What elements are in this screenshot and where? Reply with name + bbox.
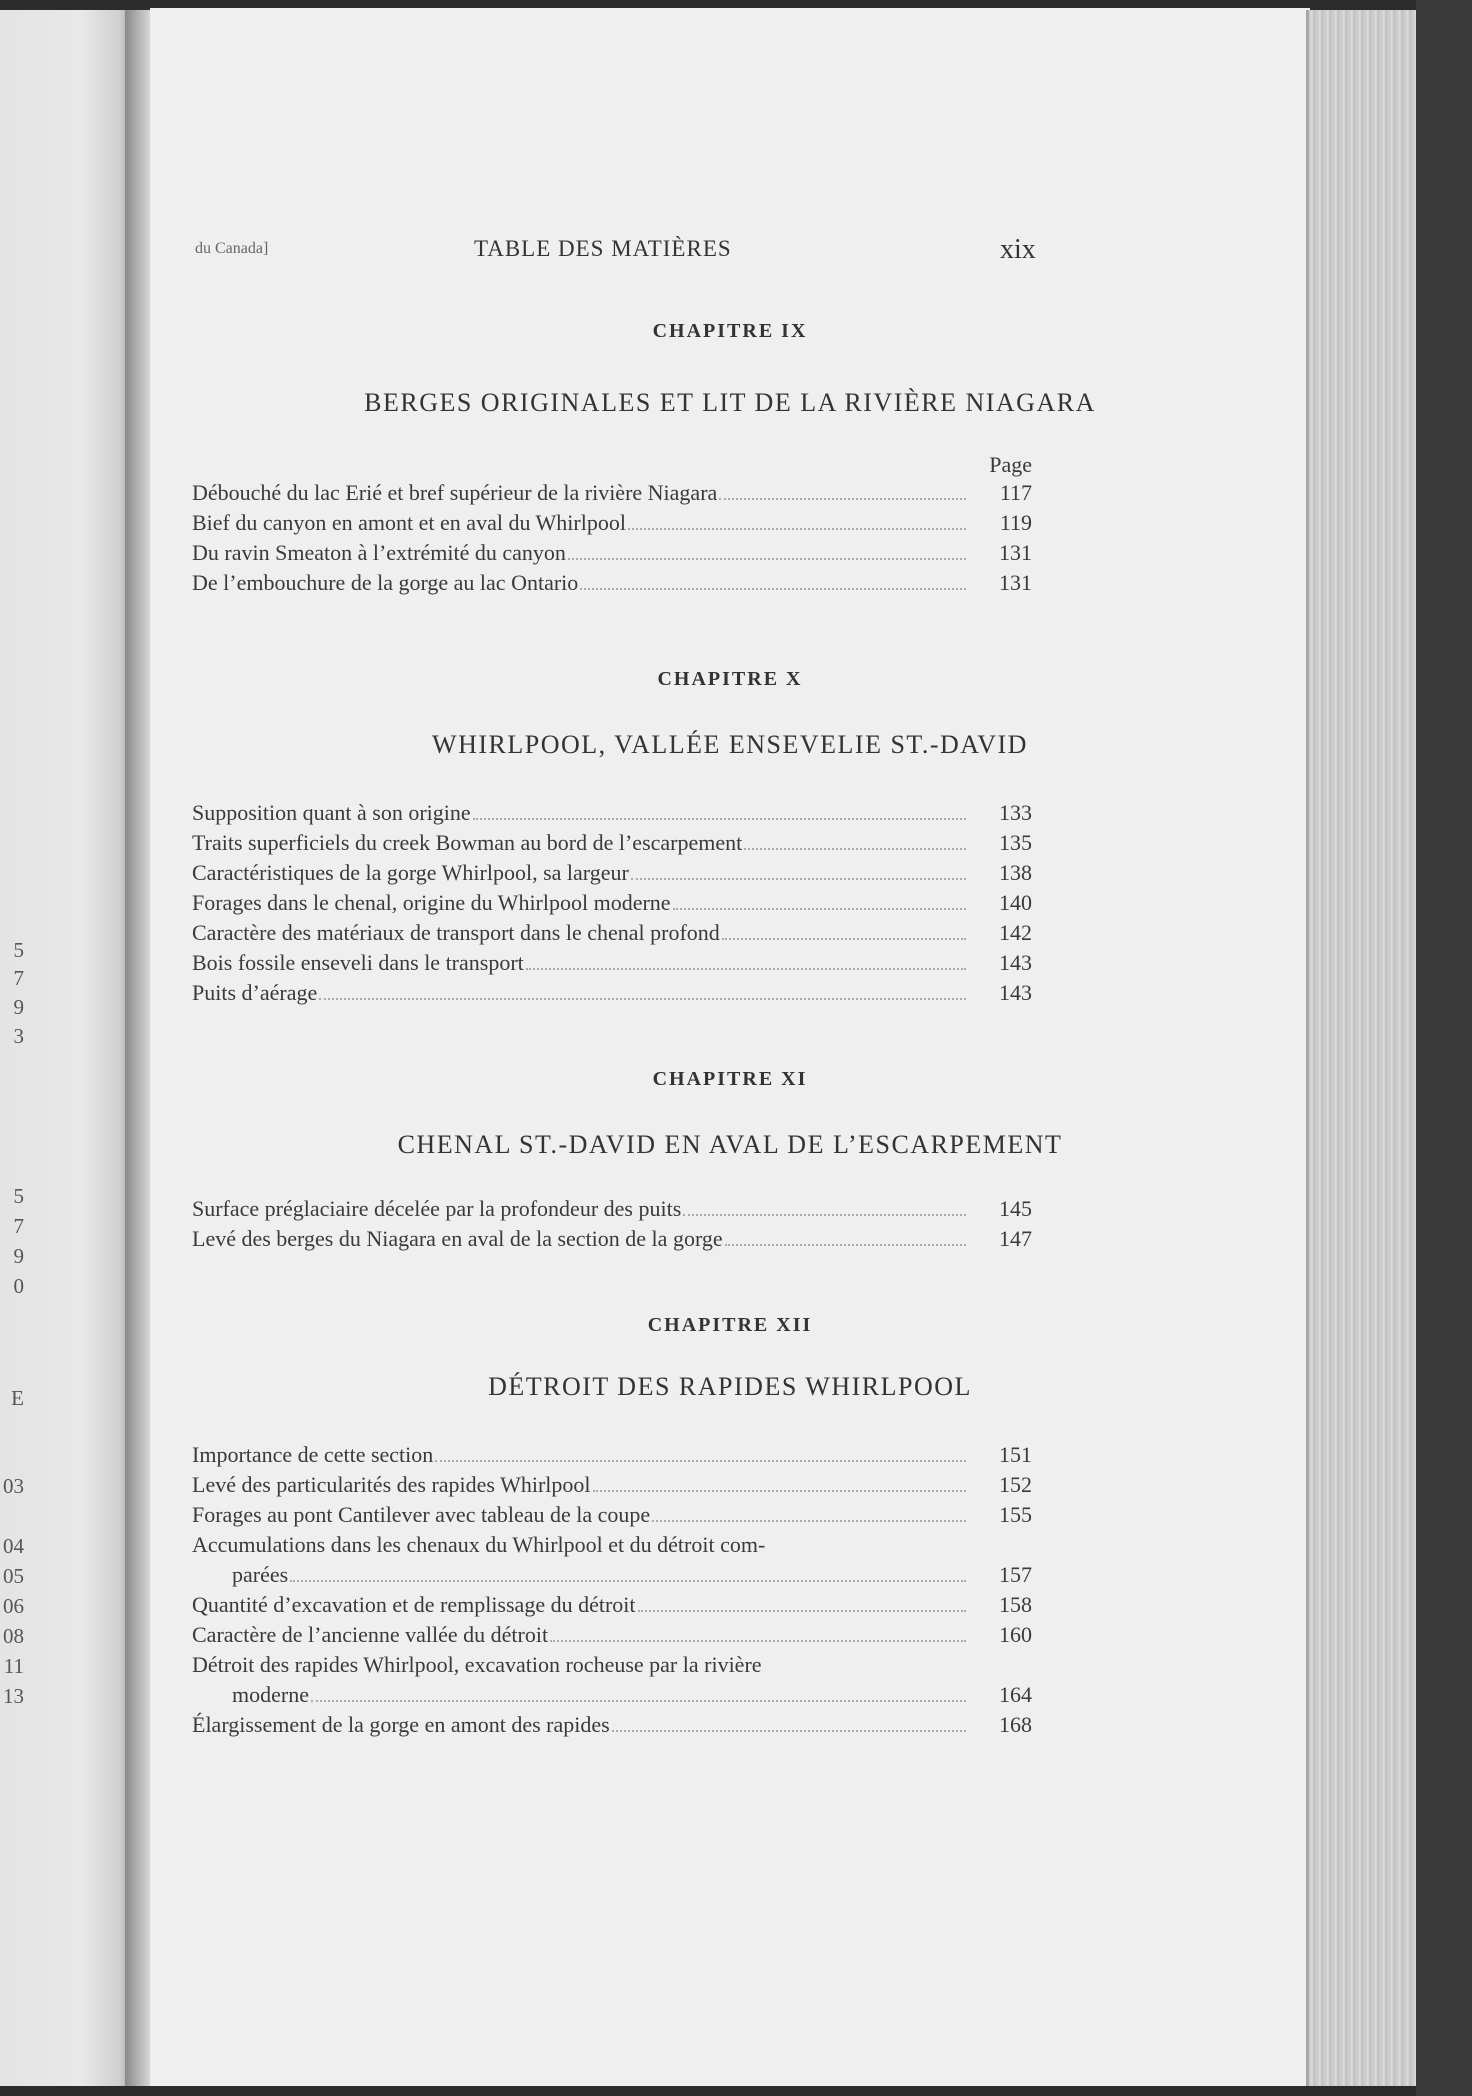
left-fragment: 08 — [3, 1624, 24, 1648]
right-page — [150, 8, 1310, 2086]
left-fragment: 7 — [13, 966, 24, 990]
toc-entry: Levé des particularités des rapides Whirlpool 152 — [192, 1472, 1032, 1497]
running-head-left: du Canada] — [195, 240, 269, 257]
toc-entry: Du ravin Smeaton à l’extrémité du canyon 131 — [192, 540, 1032, 565]
toc-entry: Quantité d’excavation et de remplissage du détroit 158 — [192, 1592, 1032, 1617]
toc-entry: Accumulations dans les chenaux du Whirlpool et du détroit com- parées 157 — [192, 1532, 1032, 1587]
toc-entry: Importance de cette section 151 — [192, 1442, 1032, 1467]
chapter-number: CHAPITRE XI — [652, 1068, 808, 1090]
toc-entry: Caractère des matériaux de transport dans le chenal profond 142 — [192, 920, 1032, 945]
toc-entry: Levé des berges du Niagara en aval de la section de la gorge 147 — [192, 1226, 1032, 1251]
left-fragment: 9 — [13, 1244, 24, 1268]
toc-entry: Élargissement de la gorge en amont des rapides 168 — [192, 1712, 1032, 1737]
toc-entry: Forages au pont Cantilever avec tableau de la coupe 155 — [192, 1502, 1032, 1527]
left-fragment: 11 — [3, 1654, 24, 1678]
left-fragment: 9 — [13, 995, 24, 1019]
toc-entry: Détroit des rapides Whirlpool, excavation rocheuse par la rivière moderne 164 — [192, 1652, 1032, 1707]
left-fragment: 03 — [3, 1474, 24, 1498]
chapter-title: DÉTROIT DES RAPIDES WHIRLPOOL — [488, 1372, 972, 1401]
toc-entry: Forages dans le chenal, origine du Whirlpool moderne 140 — [192, 890, 1032, 915]
chapter-number: CHAPITRE X — [657, 668, 803, 690]
background-edge — [1416, 0, 1472, 2096]
left-page — [0, 10, 136, 2086]
left-fragment: 04 — [3, 1534, 24, 1558]
toc-entry: De l’embouchure de la gorge au lac Ontario 131 — [192, 570, 1032, 595]
left-fragment: 5 — [13, 938, 24, 962]
toc-entry: Bief du canyon en amont et en aval du Whirlpool 119 — [192, 510, 1032, 535]
toc-entry: Puits d’aérage 143 — [192, 980, 1032, 1005]
left-fragment: 3 — [13, 1024, 24, 1048]
page-edges — [1306, 10, 1419, 2086]
toc-entry: Débouché du lac Erié et bref supérieur de la rivière Niagara 117 — [192, 480, 1032, 505]
left-fragment: 0 — [13, 1274, 24, 1298]
running-head-title: TABLE DES MATIÈRES — [474, 236, 732, 261]
left-fragment: 06 — [3, 1594, 24, 1618]
chapter-title: CHENAL ST.-DAVID EN AVAL DE L’ESCARPEMENT — [397, 1130, 1063, 1159]
chapter-number: CHAPITRE IX — [652, 320, 808, 342]
left-fragment: 5 — [13, 1184, 24, 1208]
toc-entry: Caractéristiques de la gorge Whirlpool, sa largeur 138 — [192, 860, 1032, 885]
toc-entry: Traits superficiels du creek Bowman au bord de l’escarpement 135 — [192, 830, 1032, 855]
toc-entry: Bois fossile enseveli dans le transport 143 — [192, 950, 1032, 975]
chapter-title: WHIRLPOOL, VALLÉE ENSEVELIE ST.-DAVID — [432, 730, 1028, 759]
page-number: xix — [1000, 234, 1036, 265]
page-column-label: Page — [989, 452, 1032, 477]
toc-entry: Supposition quant à son origine 133 — [192, 800, 1032, 825]
running-head — [150, 236, 1310, 272]
chapter-title: BERGES ORIGINALES ET LIT DE LA RIVIÈRE NIAGARA — [364, 388, 1096, 417]
chapter-number: CHAPITRE XII — [647, 1314, 813, 1336]
left-fragment: 13 — [3, 1684, 24, 1708]
toc-entry: Surface préglaciaire décelée par la profondeur des puits 145 — [192, 1196, 1032, 1221]
left-fragment: E — [11, 1386, 24, 1410]
toc-entry: Caractère de l’ancienne vallée du détroit 160 — [192, 1622, 1032, 1647]
left-fragment: 05 — [3, 1564, 24, 1588]
left-fragment: 7 — [13, 1214, 24, 1238]
